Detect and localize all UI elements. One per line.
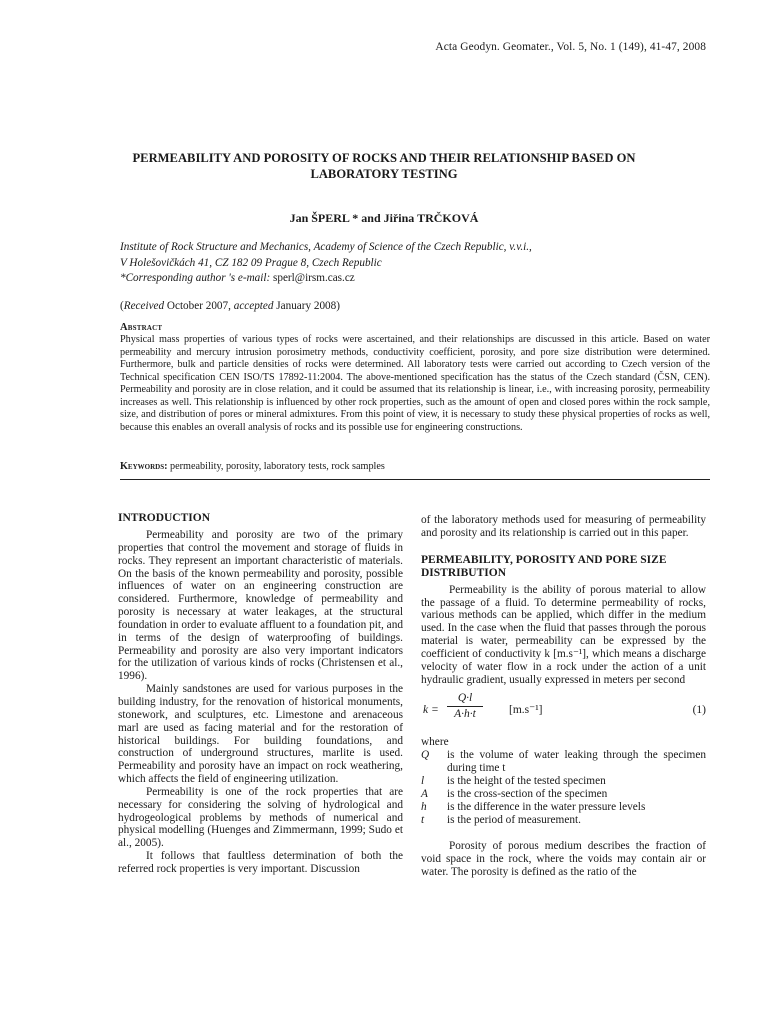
accepted-date: January 2008) <box>273 300 340 312</box>
intro-paragraph-2: Mainly sandstones are used for various purposes in the building industry, for the renovation of historical monuments, stonework, and sculptures, etc. Limestone and arenaceous marl are used as facing material and for the restoration of historical buildings. For building foundations, and construction of underground structures, marlite is used. Permeability and porosity have an impact on rock weathering, which affects the field of engineering utilization. <box>118 683 403 786</box>
received-dates <box>120 300 340 312</box>
journal-reference: Acta Geodyn. Geomater., Vol. 5, No. 1 (149), 41-47, 2008 <box>435 41 706 53</box>
variable-description: is the height of the tested specimen <box>447 774 606 787</box>
variable-description: is the cross-section of the specimen <box>447 787 608 800</box>
variable-description: is the period of measurement. <box>447 813 581 826</box>
title-line-2: LABORATORY TESTING <box>310 167 458 181</box>
variable-item <box>421 801 706 814</box>
keywords <box>120 461 710 472</box>
porosity-paragraph: Porosity of porous medium describes the fraction of void space in the rock, where the voids may contain air or water. The porosity is defined as the ratio of the <box>421 840 706 879</box>
equation-lhs: k = <box>423 704 439 717</box>
intro-paragraph-3: Permeability is one of the rock properties that are necessary for considering the solving of hydrological and hydrogeological problems by methods of numerical and physical modelling (Huenges and Zimmermann, 1999; Sudo et al., 2005). <box>118 785 403 850</box>
variable-symbol: t <box>421 813 425 826</box>
permeability-heading <box>421 554 706 580</box>
variable-symbol: A <box>421 787 428 800</box>
permeability-heading-line-2: DISTRIBUTION <box>421 566 506 579</box>
equation-1 <box>421 692 706 732</box>
equation-numerator: Q·l <box>447 692 483 707</box>
abstract-heading: Abstract <box>120 322 163 333</box>
introduction-heading: INTRODUCTION <box>118 512 211 524</box>
variable-symbol: l <box>421 774 425 787</box>
left-column <box>118 512 403 876</box>
corresponding-author-label: *Corresponding author 's e-mail: <box>120 272 274 284</box>
equation-number: (1) <box>692 704 706 717</box>
intro-paragraph-1: Permeability and porosity are two of the primary properties that control the movement and storage of fluids in rocks. They represent an important characteristic of materials. On the basis of the known permeability and porosity, possible influences of water on an engineering construction are considered. Furthermore, knowledge of permeability and porosity is necessary at water leakages, at the structural foundation in order to evaluate affluent to a foundation pit, and in terms of the design of waterproofing of buildings. Permeability and porosity are also very important indicators for the utilization of various kinds of rocks (Christensen et al., 1996). <box>118 529 403 683</box>
section-divider <box>120 479 710 480</box>
variable-description: is the difference in the water pressure levels <box>447 800 646 813</box>
permeability-paragraph: Permeability is the ability of porous material to allow the passage of a fluid. To determine permeability of rocks, various methods can be applied, which differ in the medium used. In the case when the fluid that passes through the porous material is water, permeability can be expressed by the coefficient of conductivity k [m.s⁻¹], which means a discharge velocity of water flow in a rock under the action of a unit hydraulic gradient, usually expressed in meters per second <box>421 583 706 686</box>
variable-symbol: h <box>421 800 427 813</box>
right-column <box>421 514 706 879</box>
affiliation-line-1: Institute of Rock Structure and Mechanics, Academy of Science of the Czech Republic, v.v.i., <box>120 241 532 253</box>
intro-paragraph-continued: of the laboratory methods used for measuring of permeability and porosity and its relationship is carried out in this paper. <box>421 514 706 539</box>
variable-symbol: Q <box>421 749 430 762</box>
where-label: where <box>421 736 449 749</box>
variable-item <box>421 814 706 827</box>
equation-unit: [m.s⁻¹] <box>509 704 543 717</box>
variable-item <box>421 749 706 775</box>
variable-list <box>421 749 706 826</box>
permeability-heading-line-1: PERMEABILITY, POROSITY AND PORE SIZE <box>421 553 667 566</box>
keywords-text: permeability, porosity, laboratory tests, rock samples <box>167 461 385 472</box>
affiliation-line-2: V Holešovičkách 41, CZ 182 09 Prague 8, Czech Republic <box>120 256 382 269</box>
paper-title <box>100 150 668 182</box>
accepted-label: accepted <box>233 300 274 312</box>
variable-description: is the volume of water leaking through the specimen during time t <box>447 749 706 775</box>
affiliation <box>120 240 680 287</box>
abstract-text: Physical mass properties of various types of rocks were ascertained, and their relationships are discussed in this article. Based on water permeability and mercury intrusion porosimetry methods, conductivity coefficient, porosity, and pore size distribution were determined. Furthermore, bulk and particle densities of rocks were determined. All laboratory tests were carried out according to Czech version of the Technical specification CEN ISO/TS 17892-11:2004. The above-mentioned specification has the status of the Czech standard (ČSN, CEN). Permeability and porosity are in close relation, and it could be assumed that its relationship is linear, i.e., with increasing porosity, permeability increases as well. This relationship is influenced by other rock properties, such as the amount of open and closed pores within the rock sample, size, and distribution of pores or mineral admixtures. From this point of view, it is necessary to study these physical properties of rocks as well, because this enables an overall analysis of rocks and its possible use for engineering constructions. <box>120 334 710 433</box>
affiliation-line-3 <box>120 271 680 287</box>
variable-item <box>421 775 706 788</box>
equation-fraction <box>447 692 483 721</box>
author-email: sperl@irsm.cas.cz <box>273 272 355 284</box>
equation-denominator: A·h·t <box>454 708 476 721</box>
variable-item <box>421 788 706 801</box>
authors: Jan ŠPERL * and Jiřina TRČKOVÁ <box>289 211 479 225</box>
received-date: October 2007, <box>164 300 234 312</box>
intro-paragraph-4: It follows that faultless determination of both the referred rock properties is very important. Discussion <box>118 850 403 875</box>
title-line-1: PERMEABILITY AND POROSITY OF ROCKS AND THEIR RELATIONSHIP BASED ON <box>132 151 636 165</box>
received-label: Received <box>123 300 165 312</box>
keywords-label: Keywords: <box>120 461 168 472</box>
received-open: ( <box>120 300 124 312</box>
